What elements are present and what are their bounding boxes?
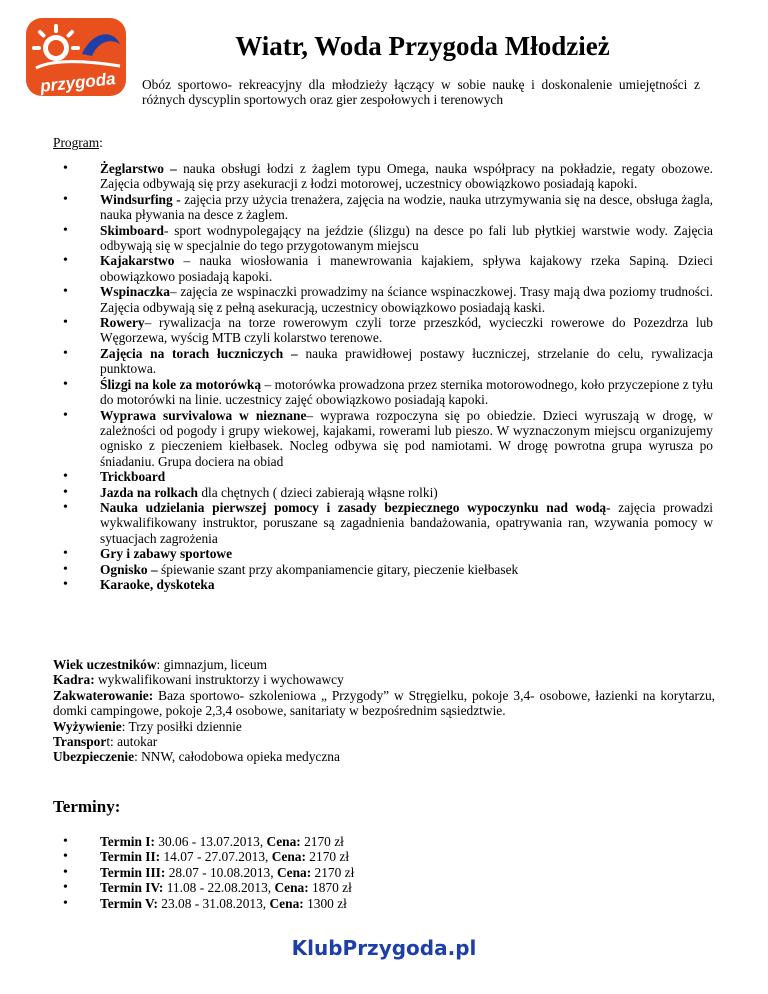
detail-accommodation: Zakwaterowanie: Baza sportowo- szkoleniowa „ Przygody” w Stręgielku, pokoje 3,4- osobowe, łazienki na korytarzu, domki campingowe, pokoje 2,3,4 osobowe, sanitariaty w bezpośrednim sąsiedztwie. (53, 687, 715, 719)
program-item: • Zajęcia na torach łuczniczych – nauka prawidłowej postawy łuczniczej, strzelanie do celu, rywalizacja punktowa. (53, 346, 713, 377)
program-heading (53, 135, 103, 150)
program-item: • Nauka udzielania pierwszej pomocy i zasady bezpiecznego wypoczynku nad wodą- zajęcia prowadzi wykwalifikowany instruktor, poruszane są zagadnienia bandażowania, opatrywania ran, wzywania pomocy w sytuacjach zagrożenia (53, 500, 713, 546)
detail-staff: Kadra: wykwalifikowani instruktorzy i wychowawcy (53, 672, 344, 688)
footer-site-link[interactable]: KlubPrzygoda.pl (291, 936, 477, 960)
program-item: • Windsurfing - zajęcia przy użycia trenażera, zajęcia na wodzie, nauka utrzymywania się na desce, obsługa żagla, nauka pływania na desce z żaglem. (53, 192, 713, 223)
term-item: • Termin II: 14.07 - 27.07.2013, Cena: 2170 zł (53, 849, 354, 864)
program-item: • Trickboard (53, 469, 713, 484)
program-item: • Gry i zabawy sportowe (53, 546, 713, 561)
program-item: • Żeglarstwo – nauka obsługi łodzi z żaglem typu Omega, nauka współpracy na pokładzie, regaty obozowe. Zajęcia odbywają się przy asekuracji z łodzi motorowej, uczestnicy obowiązkowo posiadają kapoki. (53, 161, 713, 192)
program-item: • Jazda na rolkach dla chętnych ( dzieci zabierają włąsne rolki) (53, 485, 713, 500)
program-item: • Rowery– rywalizacja na torze rowerowym czyli torze przeszkód, wycieczki rowerowe do Pozezdrza lub Węgorzewa, wyścig MTB czyli kolarstwo terenowe. (53, 315, 713, 346)
term-item: • Termin V: 23.08 - 31.08.2013, Cena: 1300 zł (53, 896, 354, 911)
program-list (53, 161, 713, 592)
program-item: • Ognisko – śpiewanie szant przy akompaniamencie gitary, pieczenie kiełbasek (53, 562, 713, 577)
program-label: Program (53, 135, 100, 150)
camp-details (53, 657, 715, 765)
detail-meals: Wyżywienie: Trzy posiłki dziennie (53, 718, 242, 734)
przygoda-logo (22, 14, 134, 100)
term-item: • Termin IV: 11.08 - 22.08.2013, Cena: 1870 zł (53, 880, 354, 895)
program-item: • Skimboard- sport wodnypolegający na jeździe (ślizgu) na desce po fali lub płytkiej warstwie wody. Zajęcia odbywają się w specjalnie do tego przygotowanym miejscu (53, 223, 713, 254)
program-item: • Ślizgi na kole za motorówką – motorówka prowadzona przez sternika motorowodnego, koło przyczepione z tyłu do motorówki na linie. uczestnicy zajęć obowiązkowo posiadają kapoki. (53, 377, 713, 408)
program-item: • Wyprawa survivalowa w nieznane– wyprawa rozpoczyna się po obiedzie. Dzieci wyruszają w drogę, w zależności od pogody i grupy wiekowej, kajakami, rowerami lub pieszo. W wyznaczonym miejscu organizujemy ognisko z pieczeniem kiełbasek. Nocleg odbywa się pod namiotami. W drogę powrotna grupa wyrusza po śniadaniu. Grupa dociera na obiad (53, 408, 713, 470)
detail-transport: Transport: autokar (53, 734, 158, 750)
program-item: • Wspinaczka– zajęcia ze wspinaczki prowadzimy na ściance wspinaczkowej. Trasy mają dwa poziomy trudności. Zajęcia odbywają się z pełną asekuracją, uczestnicy obowiązkowo posiadają kaski. (53, 284, 713, 315)
program-item: • Kajakarstwo – nauka wiosłowania i manewrowania kajakiem, spływa kajakowy rzeka Sapiną. Dzieci obowiązkowo posiadają kapoki. (53, 253, 713, 284)
term-item: • Termin III: 28.07 - 10.08.2013, Cena: 2170 zł (53, 865, 354, 880)
intro-text: Obóz sportowo- rekreacyjny dla młodzieży łączący w sobie naukę i doskonalenie umiejętności z różnych dyscyplin sportowych oraz gier zespołowych i terenowych (142, 77, 700, 108)
logo-text: przygoda (39, 69, 117, 96)
program-colon: : (99, 135, 103, 150)
term-item: • Termin I: 30.06 - 13.07.2013, Cena: 2170 zł (53, 834, 354, 849)
terms-heading: Terminy: (53, 797, 121, 816)
terms-list (53, 834, 354, 911)
program-item: • Karaoke, dyskoteka (53, 577, 713, 592)
page-title: Wiatr, Woda Przygoda Młodzież (235, 31, 610, 61)
detail-age: Wiek uczestników: gimnazjum, liceum (53, 657, 267, 672)
detail-insurance: Ubezpieczenie: NNW, całodobowa opieka medyczna (53, 749, 340, 765)
